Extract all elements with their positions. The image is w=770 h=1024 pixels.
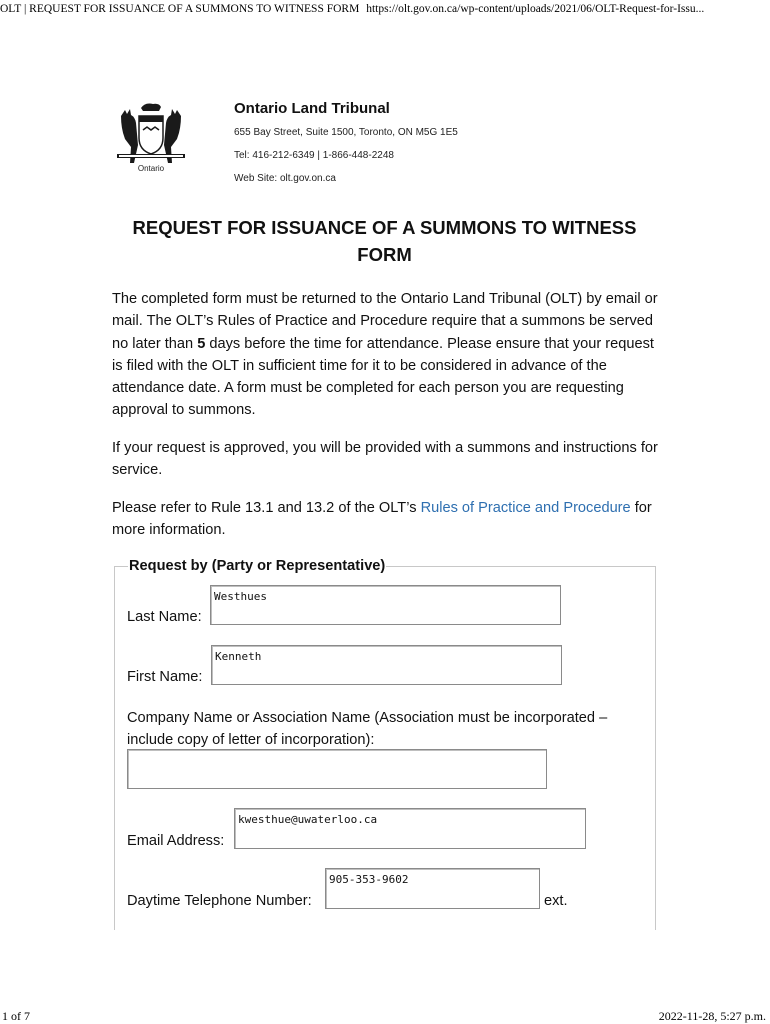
print-header-url: https://olt.gov.on.ca/wp-content/uploads/2021/06/OLT-Request-for-Issu...	[366, 3, 705, 15]
org-tel: Tel: 416-212-6349 | 1-866-448-2248	[234, 150, 394, 161]
org-block	[234, 100, 458, 196]
print-header-title: OLT | REQUEST FOR ISSUANCE OF A SUMMONS TO WITNESS FORM	[0, 3, 360, 15]
org-web: Web Site: olt.gov.on.ca	[234, 173, 336, 184]
refer-paragraph	[112, 497, 662, 542]
print-header	[0, 0, 770, 18]
intro-text-2: days before the time for attendance. Please ensure that your request is filed with the OLT in sufficient time for it to be considered in advance of the attendance date. A form must be completed for each person you are requesting approval to summons.	[112, 335, 654, 419]
request-by-legend: Request by (Party or Representative)	[129, 558, 386, 574]
intro-text-1: The completed form must be returned to the Ontario Land Tribunal (OLT) by email or mail. The OLT’s Rules of Practice and Procedure require that a summons be served no later than	[112, 291, 658, 352]
phone-label: Daytime Telephone Number:	[127, 893, 312, 909]
first-name-label: First Name:	[127, 669, 203, 685]
form-title-line2: FORM	[357, 244, 412, 265]
company-label: Company Name or Association Name (Association must be incorporated – include copy of letter of incorporation):	[127, 710, 608, 748]
first-name-field[interactable]: Kenneth	[211, 645, 562, 685]
refer-text-after: for more information.	[112, 500, 652, 539]
page-number: 1 of 7	[2, 1009, 30, 1023]
print-timestamp: 2022-11-28, 5:27 p.m.	[658, 1009, 766, 1023]
approval-paragraph: If your request is approved, you will be provided with a summons and instructions for service.	[112, 440, 658, 479]
company-field[interactable]	[127, 749, 547, 789]
org-name: Ontario Land Tribunal	[234, 100, 390, 117]
refer-text-before: Please refer to Rule 13.1 and 13.2 of the OLT’s	[112, 500, 421, 516]
rules-of-practice-link[interactable]: Rules of Practice and Procedure	[420, 500, 631, 516]
ext-label: ext.	[544, 893, 568, 909]
form-title	[112, 214, 657, 268]
email-field[interactable]: kwesthue@uwaterloo.ca	[234, 808, 586, 849]
org-address: 655 Bay Street, Suite 1500, Toronto, ON M5G 1E5	[234, 127, 458, 138]
intro-days: 5	[197, 335, 206, 352]
page-bottom-margin	[0, 930, 770, 1010]
intro-paragraph	[112, 288, 662, 422]
form-title-line1: REQUEST FOR ISSUANCE OF A SUMMONS TO WITNESS	[132, 217, 637, 238]
crest-caption: Ontario	[137, 164, 165, 173]
phone-field[interactable]: 905-353-9602	[325, 868, 540, 909]
last-name-field[interactable]: Westhues	[210, 585, 561, 625]
email-label: Email Address:	[127, 833, 225, 849]
last-name-label: Last Name:	[127, 609, 202, 625]
